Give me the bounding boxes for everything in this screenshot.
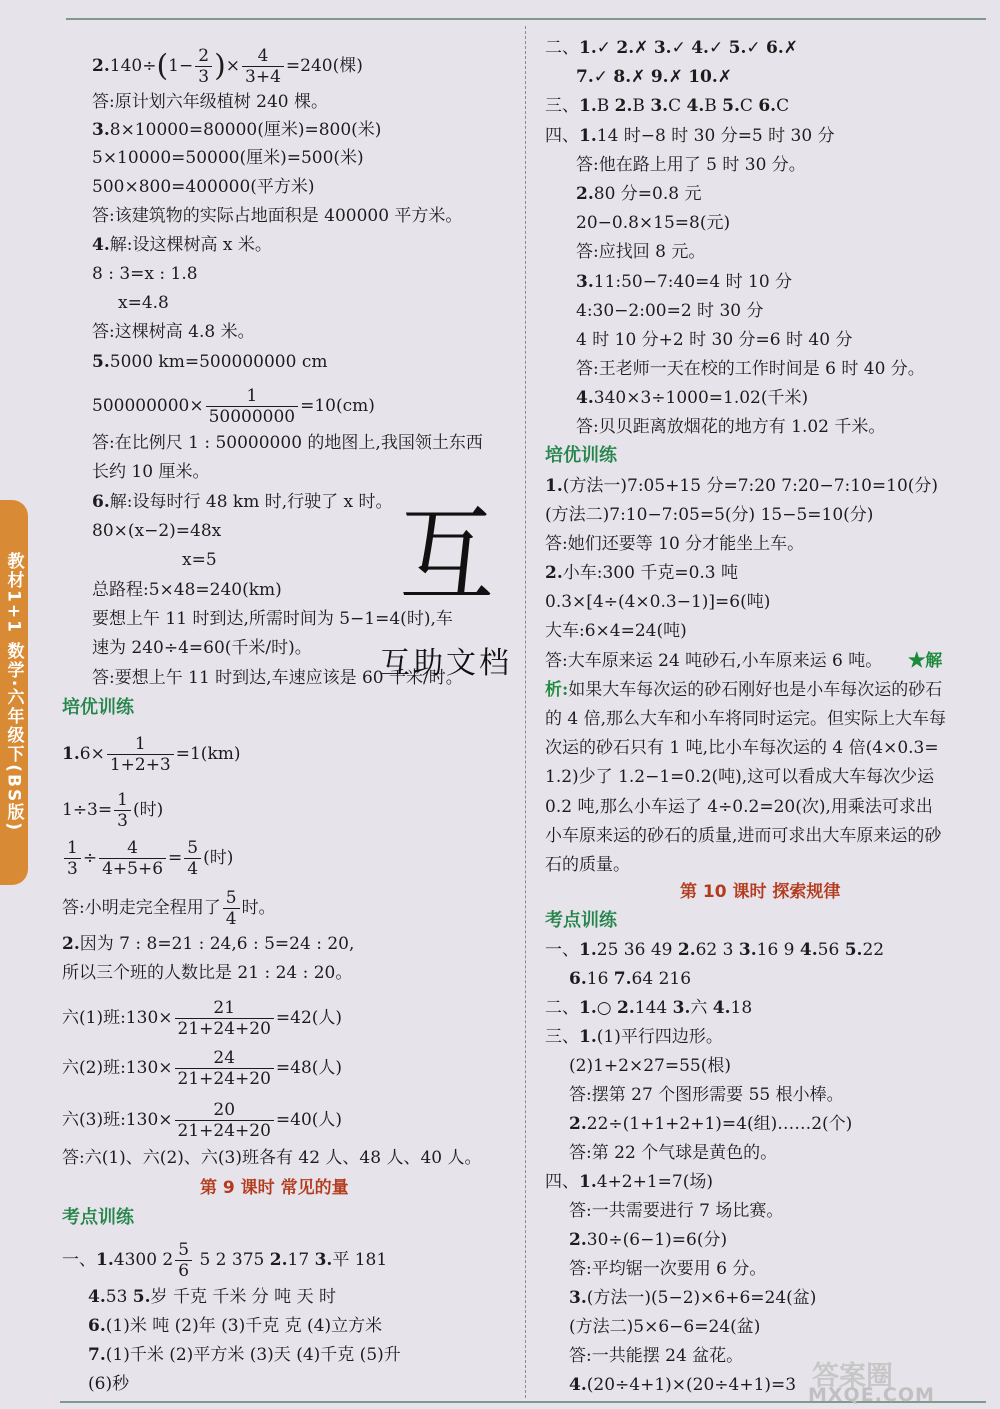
answer-line: 0.3×[4÷(4×0.3−1)]=6(吨)	[545, 592, 771, 612]
choice-row: 三、1.B 2.B 3.C 4.B 5.C 6.C	[545, 96, 790, 116]
answer-line: 4 时 10 分+2 时 30 分=6 时 40 分	[576, 330, 853, 350]
answer-line: 六(1)班:130× $\frac{21}{21+24+20}$ =42(人)	[62, 998, 343, 1039]
answer-line: 答:平均锯一次要用 6 分。	[569, 1259, 767, 1279]
answer-line: 四、1.4+2+1=7(场)	[545, 1172, 714, 1192]
watermark-glyph: 互	[399, 495, 494, 617]
answer-line: 答:一共需要进行 7 场比赛。	[569, 1201, 784, 1221]
answer-line: 一、1.25 36 49 2.62 3 3.16 9 4.56 5.22	[545, 940, 885, 960]
answer-line: 答:在比例尺 1 : 50000000 的地图上,我国领土东西	[92, 433, 483, 453]
answer-line: 3.11:50−7:40=4 时 10 分	[576, 272, 793, 292]
answer-line: 答:贝贝距离放烟花的地方有 1.02 千米。	[576, 417, 886, 437]
answer-line: 4.53 5.岁 千克 千米 分 吨 天 时	[88, 1287, 336, 1307]
judge-row: 二、1.✓ 2.✗ 3.✓ 4.✓ 5.✓ 6.✗	[545, 38, 799, 58]
analysis-line: 析:如果大车每次运的砂石刚好也是小车每次运的砂石	[545, 680, 943, 700]
answer-line: 大车:6×4=24(吨)	[545, 621, 687, 641]
lesson-title: 第 10 课时 探索规律	[680, 882, 841, 902]
answer-line: 答:要想上午 11 时到达,车速应该是 60 千米/时。	[92, 668, 463, 688]
answer-line: 答:原计划六年级植树 240 棵。	[92, 92, 328, 112]
answer-line: 答:该建筑物的实际占地面积是 400000 平方米。	[92, 206, 463, 226]
answer-line: 六(2)班:130× $\frac{24}{21+24+20}$ =48(人)	[62, 1048, 343, 1089]
answer-line: 5×10000=50000(厘米)=500(米)	[92, 148, 364, 168]
answer-line: 2.140÷(1− $\frac{2}{3}$ )× $\frac{4}{3+4}$ =240(棵)	[92, 46, 363, 87]
answer-line: 4.(20÷4+1)×(20÷4+1)=3	[569, 1375, 797, 1395]
answer-line: 答:摆第 27 个图形需要 55 根小棒。	[569, 1085, 844, 1105]
answer-line: 要想上午 11 时到达,所需时间为 5−1=4(时),车	[92, 609, 453, 629]
answer-line: 六(3)班:130× $\frac{20}{21+24+20}$ =40(人)	[62, 1100, 343, 1141]
answer-line: 速为 240÷4=60(千米/时)。	[92, 638, 312, 658]
answer-line: 2.80 分=0.8 元	[576, 184, 702, 204]
answer-line: x=5	[182, 550, 217, 570]
answer-line: x=4.8	[118, 293, 169, 313]
answer-line: 答:六(1)、六(2)、六(3)班各有 42 人、48 人、40 人。	[62, 1148, 482, 1168]
answer-line: 2.因为 7 : 8=21 : 24,6 : 5=24 : 20,	[62, 934, 355, 954]
section-heading: 培优训练	[62, 697, 134, 718]
section-heading: 培优训练	[545, 445, 617, 466]
judge-row: 7.✓ 8.✗ 9.✗ 10.✗	[576, 67, 733, 87]
answer-line: (方法二)5×6−6=24(盆)	[569, 1317, 761, 1337]
answer-line: 1.6× $\frac{1}{1+2+3}$ =1(km)	[62, 734, 241, 775]
top-rule	[66, 18, 986, 20]
analysis-line: 次运的砂石只有 1 吨,比小车每次运的 4 倍(4×0.3=	[545, 738, 939, 758]
answer-line: 答:第 22 个气球是黄色的。	[569, 1143, 778, 1163]
answer-line: 20−0.8×15=8(元)	[576, 213, 731, 233]
section-heading: 考点训练	[62, 1207, 134, 1228]
answer-line: (6)秒	[88, 1374, 130, 1394]
answer-line: 总路程:5×48=240(km)	[92, 580, 282, 600]
answer-line: 答:大车原来运 24 吨砂石,小车原来运 6 吨。 ★解	[545, 651, 943, 671]
side-tab	[0, 500, 28, 885]
answer-line: 4:30−2:00=2 时 30 分	[576, 301, 764, 321]
answer-line: 8 : 3=x : 1.8	[92, 264, 198, 284]
answer-line: 所以三个班的人数比是 21 : 24 : 20。	[62, 963, 353, 983]
answer-line: 四、1.14 时−8 时 30 分=5 时 30 分	[545, 126, 835, 146]
answer-line: 答:她们还要等 10 分才能坐上车。	[545, 534, 805, 554]
side-tab-label: 教材1+1 数学·六年级下(BS版)	[3, 552, 24, 833]
answer-line: 1÷3= $\frac{1}{3}$ (时)	[62, 790, 164, 831]
answer-line: 2.小车:300 千克=0.3 吨	[545, 563, 739, 583]
answer-line: 答:他在路上用了 5 时 30 分。	[576, 155, 806, 175]
answer-line: 长约 10 厘米。	[92, 462, 210, 482]
answer-line: (方法二)7:10−7:05=5(分) 15−5=10(分)	[545, 505, 874, 525]
section-heading: 考点训练	[545, 910, 617, 931]
answer-line: 3.(方法一)(5−2)×6+6=24(盆)	[569, 1288, 817, 1308]
corner-watermark-url: MXQE.COM	[808, 1384, 935, 1406]
answer-line: 500000000× $\frac{1}{50000000}$ =10(cm)	[92, 386, 375, 427]
column-divider	[525, 26, 526, 1398]
analysis-line: 的 4 倍,那么大车和小车将同时运完。但实际上大车每	[545, 709, 947, 729]
answer-line: 5.5000 km=500000000 cm	[92, 352, 328, 372]
answer-line: 答:小明走完全程用了 $\frac{5}{4}$ 时。	[62, 888, 276, 929]
answer-line: 答:王老师一天在校的工作时间是 6 时 40 分。	[576, 359, 925, 379]
answer-line: 1.(方法一)7:05+15 分=7:20 7:20−7:10=10(分)	[545, 476, 939, 496]
answer-line: 4.解:设这棵树高 x 米。	[92, 235, 272, 255]
answer-line: 答:这棵树高 4.8 米。	[92, 322, 255, 342]
answer-line: 二、1.○ 2.144 3.六 4.18	[545, 998, 753, 1018]
answer-line: 2.22÷(1+1+2+1)=4(组)……2(个)	[569, 1114, 853, 1134]
answer-line: 6.解:设每时行 48 km 时,行驶了 x 时。	[92, 492, 393, 512]
answer-line: 4.340×3÷1000=1.02(千米)	[576, 388, 809, 408]
answer-line: 6.(1)米 吨 (2)年 (3)千克 克 (4)立方米	[88, 1316, 383, 1336]
answer-line: 答:应找回 8 元。	[576, 242, 706, 262]
answer-line: 2.30÷(6−1)=6(分)	[569, 1230, 728, 1250]
analysis-line: 0.2 吨,那么小车运了 4÷0.2=20(次),用乘法可求出	[545, 797, 933, 817]
watermark-text: 互助文档	[380, 646, 512, 681]
answer-line: 3.8×10000=80000(厘米)=800(米)	[92, 120, 382, 140]
answer-line: 一、1.4300 2 $\frac{5}{6}$ 5 2 375 2.17 3.平 181	[62, 1240, 388, 1281]
analysis-line: 石的质量。	[545, 855, 630, 875]
lesson-title: 第 9 课时 常见的量	[200, 1178, 349, 1198]
answer-line: 三、1.(1)平行四边形。	[545, 1027, 723, 1047]
answer-line: 7.(1)千米 (2)平方米 (3)天 (4)千克 (5)升	[88, 1345, 401, 1365]
analysis-line: 小车原来运的砂石的质量,进而可求出大车原来运的砂	[545, 826, 942, 846]
corner-watermark: 答案圈	[812, 1361, 893, 1392]
analysis-line: 1.2)少了 1.2−1=0.2(吨),这可以看成大车每次少运	[545, 767, 935, 787]
answer-line: 6.16 7.64 216	[569, 969, 692, 989]
answer-line: 500×800=400000(平方米)	[92, 177, 315, 197]
answer-line: (2)1+2×27=55(根)	[569, 1056, 731, 1076]
answer-line: $\frac{1}{3}$ ÷ $\frac{4}{4+5+6}$ = $\frac{5}{4}$ (时)	[62, 838, 233, 879]
answer-line: 答:一共能摆 24 盆花。	[569, 1346, 744, 1366]
answer-line: 80×(x−2)=48x	[92, 521, 222, 541]
